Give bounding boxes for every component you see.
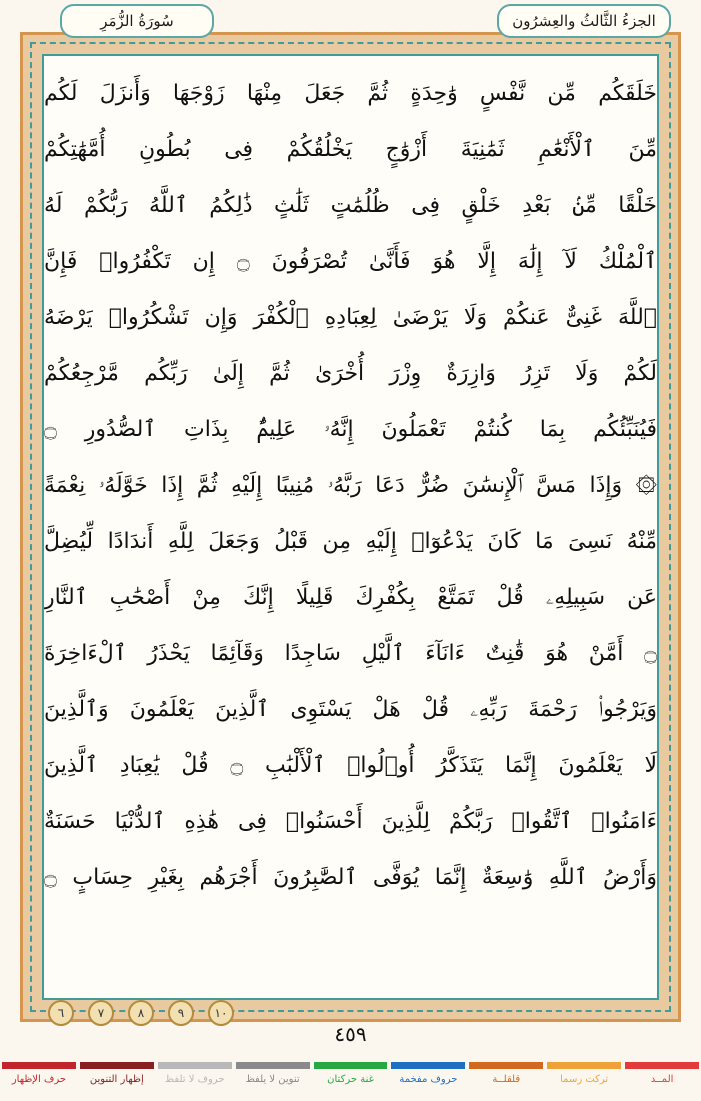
- verse-line: ۝ أَمَّنْ هُوَ قَٰنِتٌ ءَانَآءَ ٱلَّيْلِ سَاجِدًا وَقَآئِمًا يَحْذَرُ ٱلْءَاخِرَةَ: [44, 641, 657, 666]
- tajweed-legend: [0, 1062, 701, 1101]
- legend-label: حروف لا تلفظ: [164, 1074, 225, 1085]
- verse-line: لَكُمْ وَلَا تَزِرُ وَازِرَةٌ وِزْرَ أُخْرَىٰ ثُمَّ إِلَىٰ رَبِّكُم مَّرْجِعُكُمْ: [44, 361, 657, 386]
- verse-line: عَن سَبِيلِهِۦ قُلْ تَمَتَّعْ بِكُفْرِكَ قَلِيلًا إِنَّكَ مِنْ أَصْحَٰبِ ٱلنَّارِ: [44, 585, 657, 610]
- verse-line: ٱللَّهَ غَنِىٌّ عَنكُمْ وَلَا يَرْضَىٰ لِعِبَادِهِ ٱلْكُفْرَ وَإِن تَشْكُرُوا۟ يَرْضَهُ: [44, 305, 657, 330]
- legend-color-swatch: [391, 1062, 465, 1069]
- juz-title: الجزءُ الثَّالثُ والعِشرُون: [497, 4, 671, 38]
- ayah-number-marker: ٦: [48, 1000, 74, 1026]
- verse-line: وَيَرْجُوا۟ رَحْمَةَ رَبِّهِۦ قُلْ هَلْ يَسْتَوِى ٱلَّذِينَ يَعْلَمُونَ وَٱلَّذِينَ: [44, 697, 657, 722]
- legend-label: غنة حركتان: [327, 1074, 374, 1085]
- verse-line: خَلَقَكُم مِّن نَّفْسٍ وَٰحِدَةٍ ثُمَّ جَعَلَ مِنْهَا زَوْجَهَا وَأَنزَلَ لَكُم: [44, 81, 657, 106]
- legend-label: إظهار التنوين: [89, 1074, 144, 1085]
- ayah-number-marker: ٨: [128, 1000, 154, 1026]
- legend-color-swatch: [236, 1062, 310, 1069]
- verse-line: مِّنَ ٱلْأَنْعَٰمِ ثَمَٰنِيَةَ أَزْوَٰجٍ يَخْلُقُكُمْ فِى بُطُونِ أُمَّهَٰتِكُمْ: [44, 137, 657, 162]
- verse-line: فَيُنَبِّئُكُم بِمَا كُنتُمْ تَعْمَلُونَ إِنَّهُۥ عَلِيمٌۢ بِذَاتِ ٱلصُّدُورِ ۝: [44, 417, 657, 442]
- ayah-number-marker: ٧: [88, 1000, 114, 1026]
- surah-title: سُورَةُ الزُّمَرِ: [60, 4, 214, 38]
- legend-color-swatch: [158, 1062, 232, 1069]
- legend-label: حروف مفخمة: [399, 1074, 458, 1085]
- verse-line: لَا يَعْلَمُونَ إِنَّمَا يَتَذَكَّرُ أُو۟لُوا۟ ٱلْأَلْبَٰبِ ۝ قُلْ يَٰعِبَادِ ٱلَّذِينَ: [44, 753, 657, 778]
- legend-labels: [0, 1069, 701, 1091]
- verse-line: خَلْقًا مِّنۢ بَعْدِ خَلْقٍ فِى ظُلُمَٰتٍ ثَلَٰثٍ ذَٰلِكُمُ ٱللَّهُ رَبُّكُمْ لَهُ: [44, 193, 657, 218]
- legend-color-bars: [0, 1062, 701, 1069]
- verse-line: ءَامَنُوا۟ ٱتَّقُوا۟ رَبَّكُمْ لِلَّذِينَ أَحْسَنُوا۟ فِى هَٰذِهِ ٱلدُّنْيَا حَسَنَةٌ: [44, 809, 657, 834]
- legend-label: قلقلــة: [492, 1074, 521, 1085]
- ayah-number-marker: ٩: [168, 1000, 194, 1026]
- verse-line: ۞ وَإِذَا مَسَّ ٱلْإِنسَٰنَ ضُرٌّ دَعَا رَبَّهُۥ مُنِيبًا إِلَيْهِ ثُمَّ إِذَا خَوَّلَهُۥ نِعْمَةً: [44, 473, 657, 498]
- verse-text-block: [44, 66, 657, 906]
- verse-line: ٱلْمُلْكُ لَآ إِلَٰهَ إِلَّا هُوَ فَأَنَّىٰ تُصْرَفُونَ ۝ إِن تَكْفُرُوا۟ فَإِنَّ: [44, 249, 657, 274]
- verse-line: مِّنْهُ نَسِىَ مَا كَانَ يَدْعُوٓا۟ إِلَيْهِ مِن قَبْلُ وَجَعَلَ لِلَّهِ أَندَادًا لِّيُضِلَّ: [44, 529, 657, 554]
- verse-line: وَأَرْضُ ٱللَّهِ وَٰسِعَةٌ إِنَّمَا يُوَفَّى ٱلصَّٰبِرُونَ أَجْرَهُم بِغَيْرِ حِسَابٍ ۝: [44, 865, 657, 890]
- legend-label: تنوين لا يلفظ: [245, 1074, 300, 1085]
- legend-label: حرف الإظهار: [11, 1074, 67, 1085]
- legend-label: المــد: [650, 1074, 674, 1085]
- legend-color-swatch: [2, 1062, 76, 1069]
- legend-color-swatch: [80, 1062, 154, 1069]
- page-number: ٤٥٩: [334, 1022, 367, 1046]
- legend-label: تركت رسما: [560, 1074, 609, 1085]
- legend-color-swatch: [469, 1062, 543, 1069]
- legend-color-swatch: [547, 1062, 621, 1069]
- ayah-number-marker: ١٠: [208, 1000, 234, 1026]
- legend-color-swatch: [314, 1062, 388, 1069]
- legend-color-swatch: [625, 1062, 699, 1069]
